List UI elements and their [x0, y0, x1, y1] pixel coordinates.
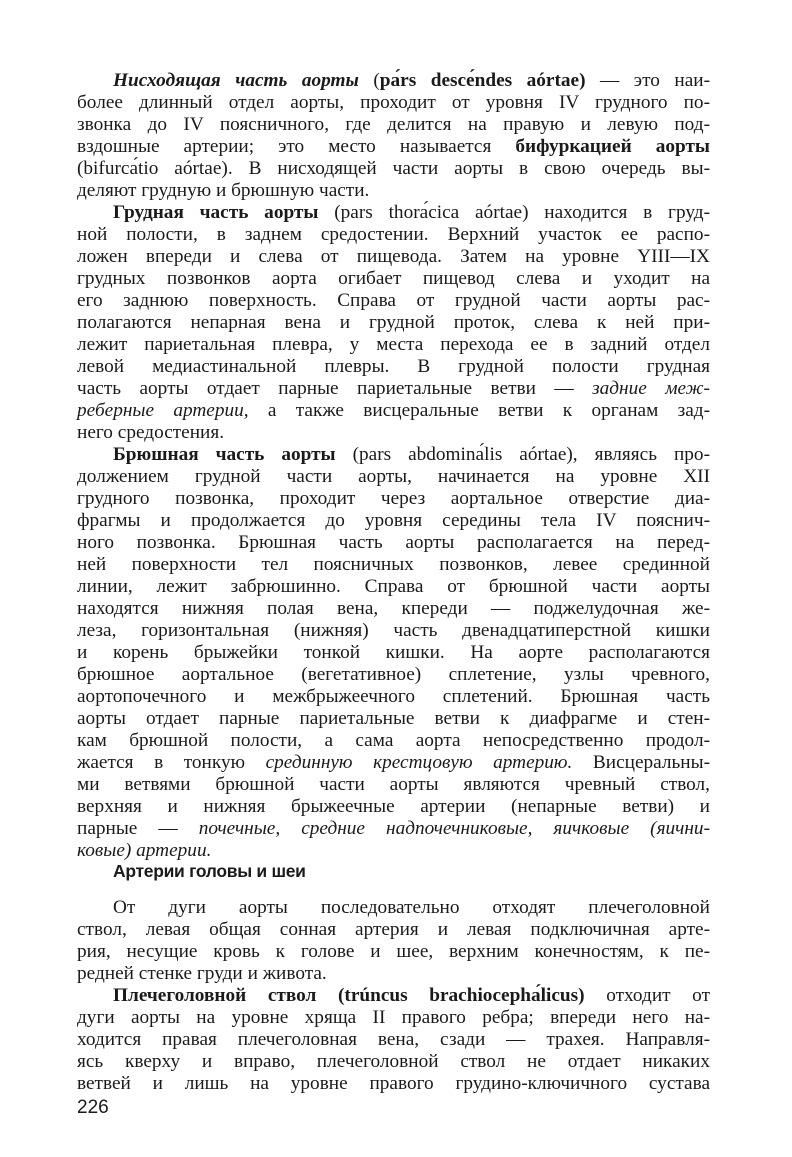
text-line: лежит париетальная плевра, у места перехода ее в задний отдел: [77, 334, 710, 355]
text-span: а также висцеральные ветви к органам зад-: [248, 400, 711, 421]
text-line: грудных позвонков аорта огибает пищевод слева и уходит на: [77, 268, 710, 289]
text-line: ясь кверху и вправо, плечеголовной ствол не отдает никаких: [77, 1051, 710, 1072]
text-line: аортопочечного и межбрыжеечного сплетений. Брюшная часть: [77, 686, 710, 707]
text-line: [77, 378, 710, 400]
text-span: отходит от: [584, 985, 710, 1006]
term-bold-italic: Нисходящая часть аорты: [113, 70, 359, 91]
term-bold: Брюшная часть аорты: [113, 444, 336, 465]
text-span: вздошные артерии; это место называется: [77, 136, 516, 157]
text-span: Висцеральны-: [572, 752, 710, 773]
text-span: (pars thorа́cica aórtae) находится в груд-: [318, 202, 710, 223]
text-line: [113, 70, 710, 92]
text-line: дуги аорты на уровне хряща II правого ребра; впереди него на-: [77, 1007, 710, 1028]
text-line: кам брюшной полости, а сама аорта непосредственно продол-: [77, 730, 710, 751]
text-line: [77, 136, 710, 158]
text-line: [113, 985, 710, 1007]
text-line: ложен впереди и слева от пищевода. Затем на уровне YIII—IX: [77, 246, 710, 267]
text-line: линии, лежит забрюшинно. Справа от брюшной части аорты: [77, 576, 710, 597]
text-line: [113, 444, 710, 466]
term-bold: Грудная часть аорты: [113, 202, 319, 223]
text-line: ствол, левая общая сонная артерия и левая подключичная арте-: [77, 919, 710, 940]
text-line: [77, 400, 710, 422]
text-line: [113, 202, 710, 224]
text-line: деляют грудную и брюшную части.: [77, 180, 370, 201]
latin-term: pа́rs descе́ndes aórtae): [379, 70, 586, 91]
text-line: ми ветвями брюшной части аорты являются чревный ствол,: [77, 774, 710, 795]
text-line: его заднюю поверхность. Справа от грудной части аорты рас-: [77, 290, 710, 311]
term-italic: реберные артерии,: [77, 400, 249, 421]
section-heading: Артерии головы и шеи: [113, 861, 306, 881]
text-span: часть аорты отдает парные париетальные ветви —: [77, 378, 593, 399]
text-line: ковые) артерии.: [77, 840, 212, 861]
text-line: [77, 818, 710, 840]
text-line: аорты отдает парные париетальные ветви к диафрагме и стен-: [77, 708, 710, 729]
text-line: (bifurcа́tio aórtae). В нисходящей части аорты в свою очередь вы-: [77, 158, 710, 179]
text-span: жается в тонкую: [77, 752, 266, 773]
page-number: 226: [77, 1097, 109, 1118]
text-line: От дуги аорты последовательно отходят плечеголовной: [113, 897, 710, 918]
text-span: — это наи-: [585, 70, 710, 91]
text-span: (pars abdominа́lis aórtae), являясь про-: [335, 444, 710, 465]
text-line: ного позвонка. Брюшная часть аорты располагается на перед-: [77, 532, 710, 553]
text-span: парные —: [77, 818, 199, 839]
text-line: находятся нижняя полая вена, кпереди — поджелудочная же-: [77, 598, 710, 619]
term-italic: почечные, средние надпочечниковые, яичковые (яични-: [198, 818, 710, 839]
term-bold: Плечеголовной ствол (trúncus brachiocephа́licus): [113, 985, 585, 1006]
text-line: ней поверхности тел поясничных позвонков, левее срединной: [77, 554, 710, 575]
text-line: ной полости, в заднем средостении. Верхний участок ее распо-: [77, 224, 710, 245]
text-span: (: [358, 70, 380, 91]
text-line: леза, горизонтальная (нижняя) часть двенадцатиперстной кишки: [77, 620, 710, 641]
text-line: левой медиастинальной плевры. В грудной полости грудная: [77, 356, 710, 377]
term-italic: срединную крестцовую артерию.: [265, 752, 573, 773]
text-line: и корень брыжейки тонкой кишки. На аорте располагаются: [77, 642, 710, 663]
text-line: ветвей и лишь на уровне правого грудино-ключичного сустава: [77, 1073, 710, 1094]
text-line: рия, несущие кровь к голове и шее, верхним конечностям, к пе-: [77, 941, 710, 962]
text-line: него средостения.: [77, 422, 225, 443]
text-line: верхняя и нижняя брыжеечные артерии (непарные ветви) и: [77, 796, 710, 817]
term-bold: бифуркацией аорты: [515, 136, 710, 157]
text-line: звонка до IV поясничного, где делится на правую и левую под-: [77, 114, 710, 135]
text-line: [77, 752, 710, 774]
text-line: редней стенке груди и живота.: [77, 963, 327, 984]
term-italic: задние меж-: [592, 378, 710, 399]
text-line: полагаются непарная вена и грудной проток, слева к ней при-: [77, 312, 710, 333]
text-line: грудного позвонка, проходит через аортальное отверстие диа-: [77, 488, 710, 509]
text-line: должением грудной части аорты, начинается на уровне XII: [77, 466, 710, 487]
text-line: брюшное аортальное (вегетативное) сплетение, узлы чревного,: [77, 664, 710, 685]
text-line: ходится правая плечеголовная вена, сзади — трахея. Направля-: [77, 1029, 710, 1050]
text-line: более длинный отдел аорты, проходит от уровня IV грудного по-: [77, 92, 710, 113]
text-line: фрагмы и продолжается до уровня середины тела IV пояснич-: [77, 510, 710, 531]
